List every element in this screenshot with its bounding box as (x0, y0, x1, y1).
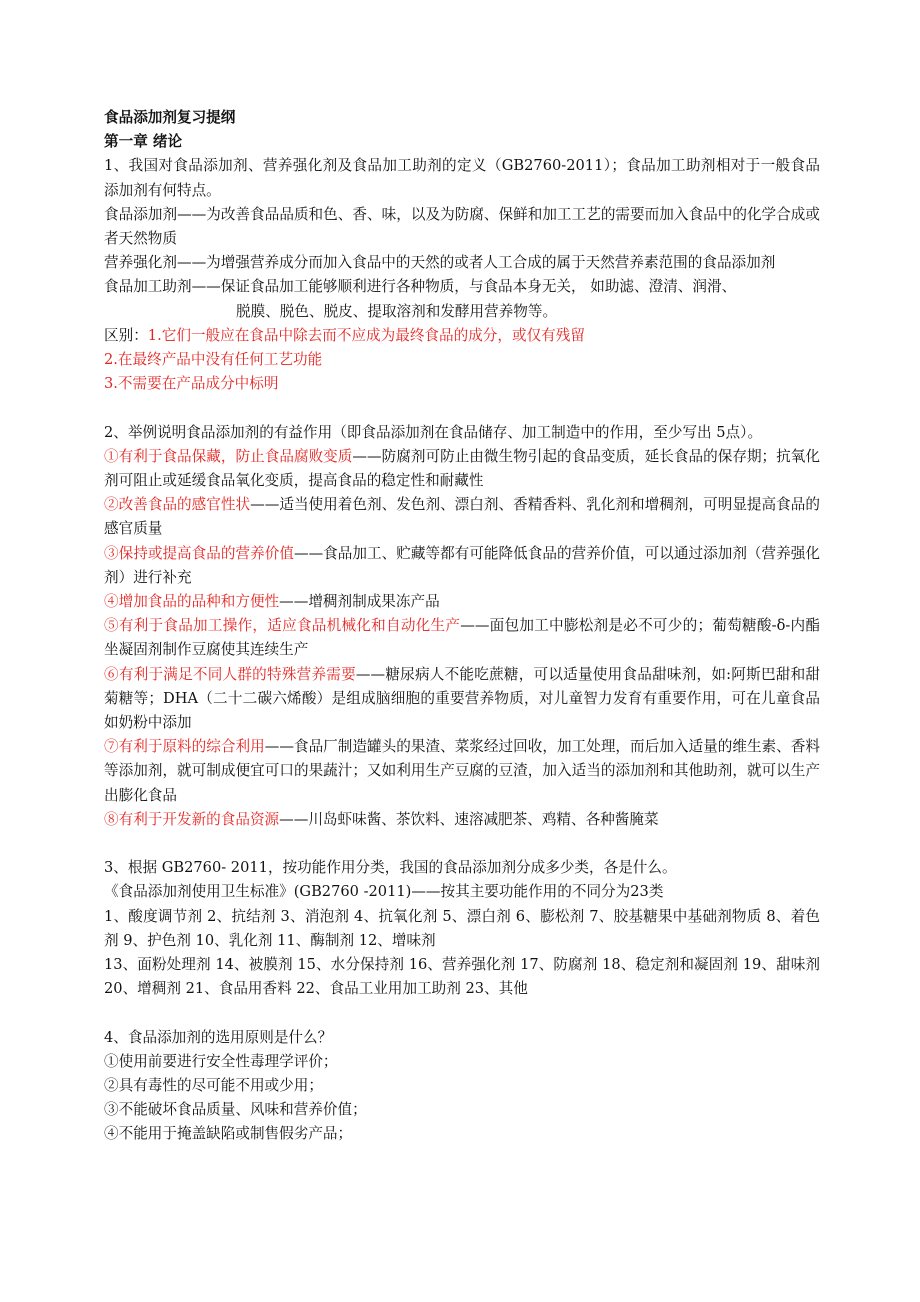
q2-item-body: ——糖尿病人不能吃蔗糖，可以适量使用食品甜味剂，如:阿斯巴甜和甜菊糖等；DHA（二十二碳六烯酸）是组成脑细胞的重要营养物质，对儿童智力发育有重要作用，可在儿童食品如奶粉中添加 (104, 665, 820, 732)
q2-question: 2、举例说明食品添加剂的有益作用（即食品添加剂在食品储存、加工制造中的作用，至少写出 5点）。 (104, 423, 763, 441)
q2-item-head: ⑦有利于原料的综合利用 (104, 738, 265, 756)
q2-item (104, 614, 820, 662)
q1-difference-2: 2.在最终产品中没有任何工艺功能 (104, 351, 323, 369)
q2-item-head: ⑥有利于满足不同人群的特殊营养需要 (104, 665, 356, 683)
q2-item-head: ③保持或提高食品的营养价值 (104, 544, 294, 562)
q2-item-body: ——食品厂制造罐头的果渣、菜浆经过回收，加工处理，而后加入适量的维生素、香料等添加剂，就可制成便宜可口的果蔬汁；又如利用生产豆腐的豆渣，加入适当的添加剂和其他助剂，就可以生产出膨化食品 (104, 738, 820, 804)
q2-item-body: ——防腐剂可防止由微生物引起的食品变质，延长食品的保存期；抗氧化剂可阻止或延缓食品氧化变质，提高食品的稳定性和耐藏性 (104, 447, 820, 490)
q2-item-body: ——食品加工、贮藏等都有可能降低食品的营养价值，可以通过添加剂（营养强化剂）进行补充 (104, 544, 820, 586)
q2-item (104, 735, 820, 808)
q1-difference-1 (104, 324, 820, 348)
q1-definition-fortifier: 营养强化剂——为增强营养成分而加入食品中的天然的或者人工合成的属于天然营养素范围的食品添加剂 (104, 254, 776, 272)
difference-label: 区别： (104, 326, 148, 344)
q1-definition-aid: 食品加工助剂——保证食品加工能够顺利进行各种物质，与食品本身无关， 如助滤、澄清、润滑、 (104, 278, 737, 296)
q2-item-head: ①有利于食品保藏，防止食品腐败变质 (104, 447, 353, 465)
q3-list-part1: 1、酸度调节剂 2、抗结剂 3、消泡剂 4、抗氧化剂 5、漂白剂 6、膨松剂 7、胶基糖果中基础剂物质 8、着色剂 9、护色剂 10、乳化剂 11、酶制剂 12、增味剂 (104, 907, 820, 949)
q4-question: 4、食品添加剂的选用原则是什么？ (104, 1028, 333, 1046)
q2-item (104, 808, 820, 832)
chapter-heading: 第一章 绪论 (104, 133, 183, 151)
q3-list-part2: 13、面粉处理剂 14、被膜剂 15、水分保持剂 16、营养强化剂 17、防腐剂 18、稳定剂和凝固剂 19、甜味剂 20、增稠剂 21、食品用香料 22、食品工业用加工助剂 23、其他 (104, 956, 820, 998)
difference-text: 1.它们一般应在食品中除去而不应成为最终食品的成分，或仅有残留 (147, 326, 585, 344)
q2-item (104, 663, 820, 736)
q2-item (104, 590, 820, 614)
q1-definition-additive: 食品添加剂——为改善食品品质和色、香、味，以及为防腐、保鲜和加工工艺的需要而加入食品中的化学合成或者天然物质 (104, 205, 820, 248)
q4-item: ④不能用于掩盖缺陷或制售假劣产品； (104, 1125, 353, 1143)
q2-item-body: ——面包加工中膨松剂是必不可少的；葡萄糖酸-δ-内酯坐凝固剂制作豆腐使其连续生产 (104, 617, 820, 659)
spacer (104, 1001, 820, 1025)
spacer (104, 396, 820, 420)
q2-item-head: ⑤有利于食品加工操作，适应食品机械化和自动化生产 (104, 617, 461, 635)
page-title: 食品添加剂复习提纲 (104, 109, 236, 126)
q3-question: 3、根据 GB2760- 2011，按功能作用分类，我国的食品添加剂分成多少类，各是什么。 (104, 859, 677, 877)
q2-item-head: ⑧有利于开发新的食品资源 (104, 810, 280, 828)
q3-standard: 《食品添加剂使用卫生标准》(GB2760 -2011)——按其主要功能作用的不同分为23类 (104, 883, 664, 901)
q4-item: ②具有毒性的尽可能不用或少用； (104, 1077, 323, 1095)
q2-item-body: ——适当使用着色剂、发色剂、漂白剂、香精香料、乳化剂和增稠剂，可明显提高食品的感官质量 (104, 496, 820, 538)
q1-difference-3: 3.不需要在产品成分中标明 (104, 375, 279, 393)
q2-item (104, 542, 820, 590)
spacer (104, 832, 820, 856)
q2-item (104, 445, 820, 493)
q2-item-head: ④增加食品的品种和方便性 (104, 593, 280, 611)
q2-item-head: ②改善食品的感官性状 (104, 496, 251, 514)
q1-question: 1、我国对食品添加剂、营养强化剂及食品加工助剂的定义（GB2760-2011）；食品加工助剂相对于一般食品添加剂有何特点。 (104, 157, 820, 199)
q4-item: ③不能破坏食品质量、风味和营养价值； (104, 1101, 367, 1119)
q2-item (104, 493, 820, 541)
q4-item: ①使用前要进行安全性毒理学评价； (104, 1052, 338, 1070)
q2-item-body: ——增稠剂制成果冻产品 (279, 593, 440, 611)
q2-item-body: ——川岛虾味酱、茶饮料、速溶减肥茶、鸡精、各种酱腌菜 (279, 810, 659, 828)
q1-definition-aid-cont: 脱膜、脱色、脱皮、提取溶剂和发酵用营养物等。 (236, 302, 558, 320)
document-page (104, 106, 820, 1147)
